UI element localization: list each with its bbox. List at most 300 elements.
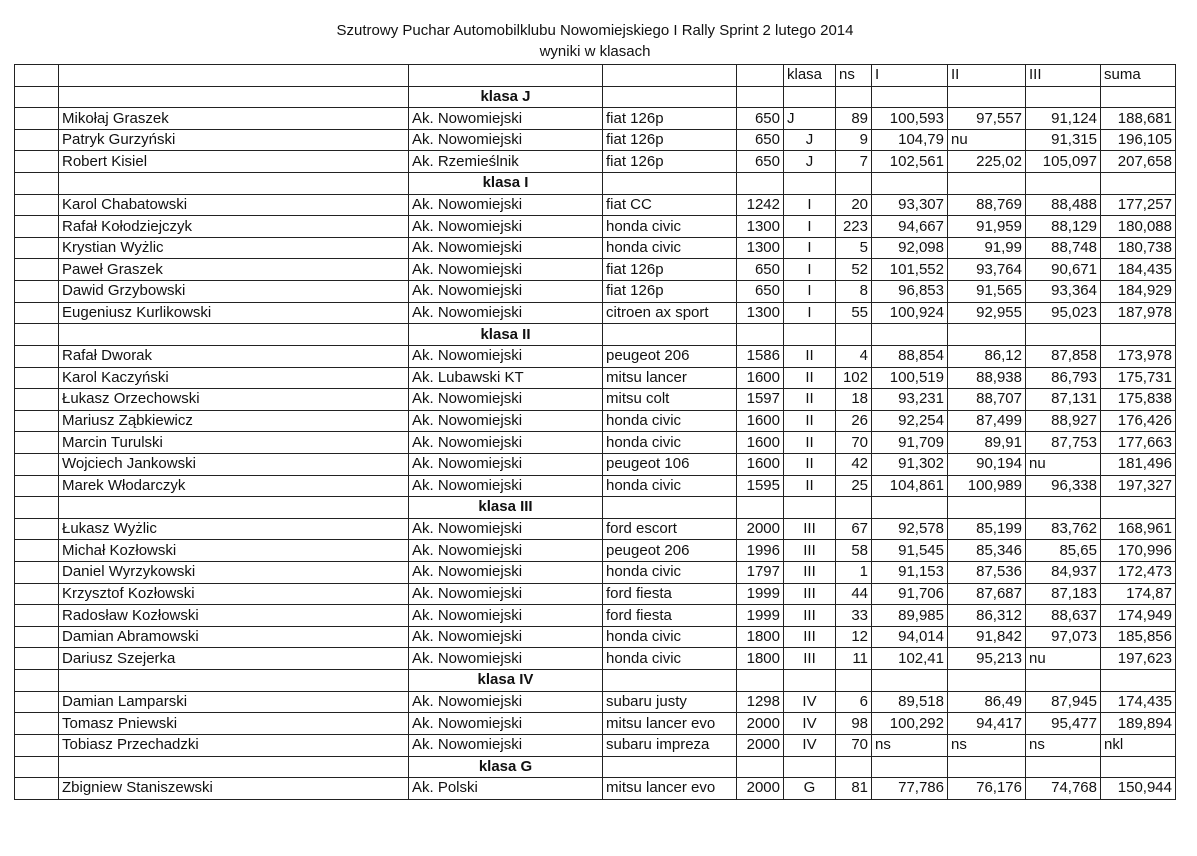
run-2-cell: nu: [948, 129, 1026, 151]
suma-cell: 150,944: [1101, 778, 1176, 800]
empty-cell: [948, 173, 1026, 195]
empty-cell: [1101, 324, 1176, 346]
start-number-cell: 67: [836, 518, 872, 540]
row-number-cell: [15, 345, 59, 367]
club-cell: Ak. Nowomiejski: [409, 216, 603, 238]
table-row: [15, 410, 1176, 432]
empty-cell: [784, 173, 836, 195]
row-number-cell: [15, 108, 59, 130]
club-cell: Ak. Nowomiejski: [409, 281, 603, 303]
empty-cell: [1026, 497, 1101, 519]
run-1-cell: 96,853: [872, 281, 948, 303]
club-cell: Ak. Nowomiejski: [409, 345, 603, 367]
start-number-cell: 6: [836, 691, 872, 713]
run-2-cell: 90,194: [948, 453, 1026, 475]
empty-cell: [784, 324, 836, 346]
empty-cell: [1026, 173, 1101, 195]
engine-cc-cell: 650: [737, 281, 784, 303]
class-header-label: klasa III: [409, 497, 603, 519]
suma-cell: 207,658: [1101, 151, 1176, 173]
car-cell: fiat 126p: [603, 108, 737, 130]
row-number-cell: [15, 583, 59, 605]
suma-cell: 197,623: [1101, 648, 1176, 670]
run-3-cell: 87,183: [1026, 583, 1101, 605]
table-row: [15, 778, 1176, 800]
run-3-cell: 87,753: [1026, 432, 1101, 454]
run-3-cell: 86,793: [1026, 367, 1101, 389]
header-lp: [15, 65, 59, 87]
run-2-cell: 87,499: [948, 410, 1026, 432]
klasa-cell: I: [784, 194, 836, 216]
klasa-cell: II: [784, 367, 836, 389]
row-number-cell: [15, 648, 59, 670]
run-3-cell: nu: [1026, 648, 1101, 670]
class-header-row: [15, 670, 1176, 692]
run-1-cell: 91,706: [872, 583, 948, 605]
run-3-cell: 105,097: [1026, 151, 1101, 173]
club-cell: Ak. Nowomiejski: [409, 129, 603, 151]
car-cell: fiat 126p: [603, 151, 737, 173]
run-2-cell: 86,49: [948, 691, 1026, 713]
run-3-cell: 97,073: [1026, 626, 1101, 648]
empty-cell: [784, 670, 836, 692]
run-3-cell: 91,124: [1026, 108, 1101, 130]
row-number-cell: [15, 497, 59, 519]
table-row: [15, 151, 1176, 173]
class-header-label: klasa II: [409, 324, 603, 346]
run-2-cell: 225,02: [948, 151, 1026, 173]
car-cell: fiat 126p: [603, 259, 737, 281]
engine-cc-cell: 2000: [737, 778, 784, 800]
header-run-2: II: [948, 65, 1026, 87]
row-number-cell: [15, 194, 59, 216]
empty-cell: [836, 86, 872, 108]
suma-cell: 181,496: [1101, 453, 1176, 475]
run-1-cell: 100,292: [872, 713, 948, 735]
engine-cc-cell: 1300: [737, 216, 784, 238]
empty-cell: [1101, 173, 1176, 195]
empty-cell: [603, 324, 737, 346]
suma-cell: 172,473: [1101, 562, 1176, 584]
klasa-cell: I: [784, 281, 836, 303]
driver-name-cell: Krystian Wyżlic: [59, 237, 409, 259]
club-cell: Ak. Nowomiejski: [409, 453, 603, 475]
driver-name-cell: Tomasz Pniewski: [59, 713, 409, 735]
engine-cc-cell: 1600: [737, 453, 784, 475]
empty-cell: [872, 86, 948, 108]
run-2-cell: 91,565: [948, 281, 1026, 303]
run-3-cell: 74,768: [1026, 778, 1101, 800]
suma-cell: 177,257: [1101, 194, 1176, 216]
engine-cc-cell: 650: [737, 259, 784, 281]
suma-cell: 173,978: [1101, 345, 1176, 367]
row-number-cell: [15, 237, 59, 259]
start-number-cell: 12: [836, 626, 872, 648]
start-number-cell: 42: [836, 453, 872, 475]
start-number-cell: 8: [836, 281, 872, 303]
engine-cc-cell: 1800: [737, 626, 784, 648]
engine-cc-cell: 650: [737, 129, 784, 151]
suma-cell: 174,435: [1101, 691, 1176, 713]
document-title: Szutrowy Puchar Automobilklubu Nowomiejskiego I Rally Sprint 2 lutego 2014: [336, 22, 854, 39]
suma-cell: 168,961: [1101, 518, 1176, 540]
table-row: [15, 540, 1176, 562]
start-number-cell: 44: [836, 583, 872, 605]
run-3-cell: 96,338: [1026, 475, 1101, 497]
start-number-cell: 81: [836, 778, 872, 800]
car-cell: citroen ax sport: [603, 302, 737, 324]
empty-cell: [784, 756, 836, 778]
run-2-cell: 89,91: [948, 432, 1026, 454]
klasa-cell: III: [784, 540, 836, 562]
row-number-cell: [15, 540, 59, 562]
run-2-cell: 97,557: [948, 108, 1026, 130]
club-cell: Ak. Polski: [409, 778, 603, 800]
suma-cell: 174,949: [1101, 605, 1176, 627]
empty-cell: [603, 756, 737, 778]
empty-cell: [1101, 756, 1176, 778]
club-cell: Ak. Nowomiejski: [409, 691, 603, 713]
car-cell: mitsu lancer evo: [603, 713, 737, 735]
driver-name-cell: Damian Abramowski: [59, 626, 409, 648]
empty-cell: [872, 497, 948, 519]
class-header-row: [15, 497, 1176, 519]
klasa-cell: II: [784, 410, 836, 432]
klasa-cell: I: [784, 237, 836, 259]
empty-cell: [872, 324, 948, 346]
run-3-cell: 85,65: [1026, 540, 1101, 562]
run-2-cell: 91,959: [948, 216, 1026, 238]
empty-cell: [1026, 756, 1101, 778]
car-cell: mitsu colt: [603, 389, 737, 411]
car-cell: fiat 126p: [603, 129, 737, 151]
row-number-cell: [15, 216, 59, 238]
table-row: [15, 518, 1176, 540]
run-2-cell: 93,764: [948, 259, 1026, 281]
row-number-cell: [15, 605, 59, 627]
klasa-cell: IV: [784, 691, 836, 713]
start-number-cell: 9: [836, 129, 872, 151]
car-cell: peugeot 106: [603, 453, 737, 475]
start-number-cell: 98: [836, 713, 872, 735]
klasa-cell: II: [784, 432, 836, 454]
driver-name-cell: Tobiasz Przechadzki: [59, 734, 409, 756]
header-suma: suma: [1101, 65, 1176, 87]
empty-cell: [948, 497, 1026, 519]
run-3-cell: 93,364: [1026, 281, 1101, 303]
klasa-cell: III: [784, 648, 836, 670]
car-cell: subaru justy: [603, 691, 737, 713]
engine-cc-cell: 1600: [737, 410, 784, 432]
table-row: [15, 302, 1176, 324]
suma-cell: 180,738: [1101, 237, 1176, 259]
run-1-cell: 102,41: [872, 648, 948, 670]
club-cell: Ak. Nowomiejski: [409, 626, 603, 648]
car-cell: honda civic: [603, 562, 737, 584]
start-number-cell: 89: [836, 108, 872, 130]
empty-cell: [1026, 86, 1101, 108]
car-cell: honda civic: [603, 410, 737, 432]
run-1-cell: 94,667: [872, 216, 948, 238]
table-row: [15, 691, 1176, 713]
klasa-cell: II: [784, 453, 836, 475]
row-number-cell: [15, 713, 59, 735]
run-1-cell: 101,552: [872, 259, 948, 281]
row-number-cell: [15, 475, 59, 497]
run-3-cell: 91,315: [1026, 129, 1101, 151]
empty-cell: [836, 497, 872, 519]
table-row: [15, 108, 1176, 130]
run-1-cell: 93,307: [872, 194, 948, 216]
car-cell: mitsu lancer: [603, 367, 737, 389]
driver-name-cell: Wojciech Jankowski: [59, 453, 409, 475]
driver-name-cell: Krzysztof Kozłowski: [59, 583, 409, 605]
car-cell: peugeot 206: [603, 540, 737, 562]
start-number-cell: 33: [836, 605, 872, 627]
run-1-cell: 100,519: [872, 367, 948, 389]
run-1-cell: 92,578: [872, 518, 948, 540]
run-1-cell: 94,014: [872, 626, 948, 648]
car-cell: honda civic: [603, 237, 737, 259]
class-header-row: [15, 86, 1176, 108]
row-number-cell: [15, 302, 59, 324]
row-number-cell: [15, 324, 59, 346]
run-3-cell: 87,131: [1026, 389, 1101, 411]
start-number-cell: 11: [836, 648, 872, 670]
empty-cell: [59, 173, 409, 195]
driver-name-cell: Mikołaj Graszek: [59, 108, 409, 130]
row-number-cell: [15, 562, 59, 584]
table-row: [15, 216, 1176, 238]
klasa-cell: I: [784, 302, 836, 324]
run-3-cell: 88,748: [1026, 237, 1101, 259]
engine-cc-cell: 1300: [737, 237, 784, 259]
empty-cell: [603, 497, 737, 519]
engine-cc-cell: 1597: [737, 389, 784, 411]
suma-cell: nkl: [1101, 734, 1176, 756]
klasa-cell: III: [784, 562, 836, 584]
run-3-cell: 87,858: [1026, 345, 1101, 367]
row-number-cell: [15, 756, 59, 778]
row-number-cell: [15, 453, 59, 475]
table-row: [15, 129, 1176, 151]
driver-name-cell: Paweł Graszek: [59, 259, 409, 281]
empty-cell: [737, 670, 784, 692]
run-1-cell: 100,593: [872, 108, 948, 130]
header-klasa: klasa: [784, 65, 836, 87]
suma-cell: 170,996: [1101, 540, 1176, 562]
driver-name-cell: Karol Chabatowski: [59, 194, 409, 216]
run-1-cell: 91,545: [872, 540, 948, 562]
results-table: [14, 64, 1176, 800]
run-1-cell: 77,786: [872, 778, 948, 800]
run-1-cell: ns: [872, 734, 948, 756]
run-1-cell: 91,709: [872, 432, 948, 454]
engine-cc-cell: 2000: [737, 734, 784, 756]
suma-cell: 189,894: [1101, 713, 1176, 735]
row-number-cell: [15, 670, 59, 692]
table-row: [15, 734, 1176, 756]
run-2-cell: ns: [948, 734, 1026, 756]
table-row: [15, 345, 1176, 367]
car-cell: mitsu lancer evo: [603, 778, 737, 800]
club-cell: Ak. Lubawski KT: [409, 367, 603, 389]
club-cell: Ak. Nowomiejski: [409, 410, 603, 432]
table-row: [15, 605, 1176, 627]
empty-cell: [603, 86, 737, 108]
suma-cell: 180,088: [1101, 216, 1176, 238]
run-2-cell: 100,989: [948, 475, 1026, 497]
empty-cell: [948, 86, 1026, 108]
driver-name-cell: Zbigniew Staniszewski: [59, 778, 409, 800]
engine-cc-cell: 1800: [737, 648, 784, 670]
run-1-cell: 92,098: [872, 237, 948, 259]
suma-cell: 184,435: [1101, 259, 1176, 281]
empty-cell: [737, 756, 784, 778]
document-subtitle: wyniki w klasach: [539, 43, 651, 60]
run-1-cell: 91,302: [872, 453, 948, 475]
driver-name-cell: Rafał Dworak: [59, 345, 409, 367]
start-number-cell: 18: [836, 389, 872, 411]
club-cell: Ak. Rzemieślnik: [409, 151, 603, 173]
run-1-cell: 100,924: [872, 302, 948, 324]
club-cell: Ak. Nowomiejski: [409, 713, 603, 735]
empty-cell: [836, 670, 872, 692]
run-1-cell: 89,985: [872, 605, 948, 627]
klasa-cell: IV: [784, 734, 836, 756]
empty-cell: [836, 173, 872, 195]
run-2-cell: 88,769: [948, 194, 1026, 216]
start-number-cell: 20: [836, 194, 872, 216]
suma-cell: 197,327: [1101, 475, 1176, 497]
class-header-label: klasa IV: [409, 670, 603, 692]
start-number-cell: 102: [836, 367, 872, 389]
suma-cell: 176,426: [1101, 410, 1176, 432]
engine-cc-cell: 1600: [737, 432, 784, 454]
run-3-cell: 87,945: [1026, 691, 1101, 713]
club-cell: Ak. Nowomiejski: [409, 583, 603, 605]
klasa-cell: I: [784, 216, 836, 238]
engine-cc-cell: 1242: [737, 194, 784, 216]
driver-name-cell: Karol Kaczyński: [59, 367, 409, 389]
klasa-cell: II: [784, 345, 836, 367]
start-number-cell: 4: [836, 345, 872, 367]
empty-cell: [784, 497, 836, 519]
row-number-cell: [15, 432, 59, 454]
club-cell: Ak. Nowomiejski: [409, 605, 603, 627]
header-run-1: I: [872, 65, 948, 87]
driver-name-cell: Patryk Gurzyński: [59, 129, 409, 151]
klasa-cell: III: [784, 626, 836, 648]
car-cell: subaru impreza: [603, 734, 737, 756]
empty-cell: [603, 670, 737, 692]
suma-cell: 196,105: [1101, 129, 1176, 151]
row-number-cell: [15, 410, 59, 432]
run-3-cell: 88,129: [1026, 216, 1101, 238]
driver-name-cell: Dawid Grzybowski: [59, 281, 409, 303]
suma-cell: 184,929: [1101, 281, 1176, 303]
header-name: [59, 65, 409, 87]
engine-cc-cell: 1300: [737, 302, 784, 324]
table-row: [15, 194, 1176, 216]
suma-cell: 185,856: [1101, 626, 1176, 648]
driver-name-cell: Damian Lamparski: [59, 691, 409, 713]
row-number-cell: [15, 281, 59, 303]
engine-cc-cell: 650: [737, 108, 784, 130]
klasa-cell: II: [784, 475, 836, 497]
table-row: [15, 583, 1176, 605]
car-cell: fiat CC: [603, 194, 737, 216]
run-2-cell: 91,99: [948, 237, 1026, 259]
driver-name-cell: Łukasz Orzechowski: [59, 389, 409, 411]
empty-cell: [1101, 86, 1176, 108]
start-number-cell: 25: [836, 475, 872, 497]
start-number-cell: 7: [836, 151, 872, 173]
run-1-cell: 91,153: [872, 562, 948, 584]
run-2-cell: 92,955: [948, 302, 1026, 324]
table-row: [15, 367, 1176, 389]
car-cell: peugeot 206: [603, 345, 737, 367]
empty-cell: [1101, 670, 1176, 692]
empty-cell: [872, 756, 948, 778]
driver-name-cell: Marek Włodarczyk: [59, 475, 409, 497]
club-cell: Ak. Nowomiejski: [409, 302, 603, 324]
run-3-cell: ns: [1026, 734, 1101, 756]
row-number-cell: [15, 129, 59, 151]
run-2-cell: 87,536: [948, 562, 1026, 584]
class-header-label: klasa I: [409, 173, 603, 195]
table-row: [15, 475, 1176, 497]
engine-cc-cell: 1999: [737, 605, 784, 627]
club-cell: Ak. Nowomiejski: [409, 259, 603, 281]
engine-cc-cell: 1298: [737, 691, 784, 713]
run-3-cell: 88,927: [1026, 410, 1101, 432]
klasa-cell: III: [784, 518, 836, 540]
class-header-label: klasa G: [409, 756, 603, 778]
suma-cell: 177,663: [1101, 432, 1176, 454]
run-2-cell: 88,938: [948, 367, 1026, 389]
empty-cell: [1101, 497, 1176, 519]
empty-cell: [948, 670, 1026, 692]
run-2-cell: 95,213: [948, 648, 1026, 670]
run-3-cell: 88,488: [1026, 194, 1101, 216]
driver-name-cell: Mariusz Ząbkiewicz: [59, 410, 409, 432]
car-cell: honda civic: [603, 648, 737, 670]
club-cell: Ak. Nowomiejski: [409, 734, 603, 756]
club-cell: Ak. Nowomiejski: [409, 475, 603, 497]
table-row: [15, 432, 1176, 454]
engine-cc-cell: 1586: [737, 345, 784, 367]
empty-cell: [872, 173, 948, 195]
club-cell: Ak. Nowomiejski: [409, 432, 603, 454]
run-2-cell: 85,346: [948, 540, 1026, 562]
club-cell: Ak. Nowomiejski: [409, 237, 603, 259]
car-cell: honda civic: [603, 432, 737, 454]
header-car: [603, 65, 737, 87]
club-cell: Ak. Nowomiejski: [409, 540, 603, 562]
results-body: [15, 65, 1176, 800]
empty-cell: [59, 324, 409, 346]
car-cell: ford fiesta: [603, 583, 737, 605]
run-2-cell: 86,312: [948, 605, 1026, 627]
club-cell: Ak. Nowomiejski: [409, 562, 603, 584]
run-3-cell: 90,671: [1026, 259, 1101, 281]
table-row: [15, 453, 1176, 475]
table-row: [15, 713, 1176, 735]
driver-name-cell: Robert Kisiel: [59, 151, 409, 173]
row-number-cell: [15, 626, 59, 648]
engine-cc-cell: 1797: [737, 562, 784, 584]
